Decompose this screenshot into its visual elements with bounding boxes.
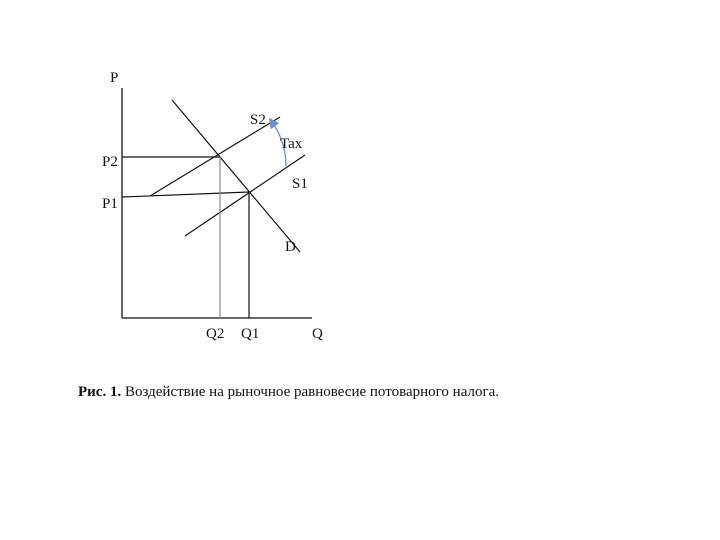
p2-label: P2 [102,154,118,170]
q2-label: Q2 [206,326,225,342]
demand-label: D [285,239,296,255]
supply-curve-s1 [185,155,305,236]
figure-caption [78,384,499,401]
p1-guide-line [122,192,249,197]
caption-text: Воздействие на рыночное равновесие потоварного налога. [121,384,500,400]
demand-curve [172,100,300,252]
s1-label: S1 [292,176,308,192]
p-axis-label: P [110,70,119,86]
caption-prefix: Рис. 1. [78,384,122,400]
q1-label: Q1 [241,326,260,342]
s2-label: S2 [250,112,266,128]
q-axis-label: Q [312,326,323,342]
p1-label: P1 [102,196,118,212]
tax-label: Tax [280,136,303,152]
